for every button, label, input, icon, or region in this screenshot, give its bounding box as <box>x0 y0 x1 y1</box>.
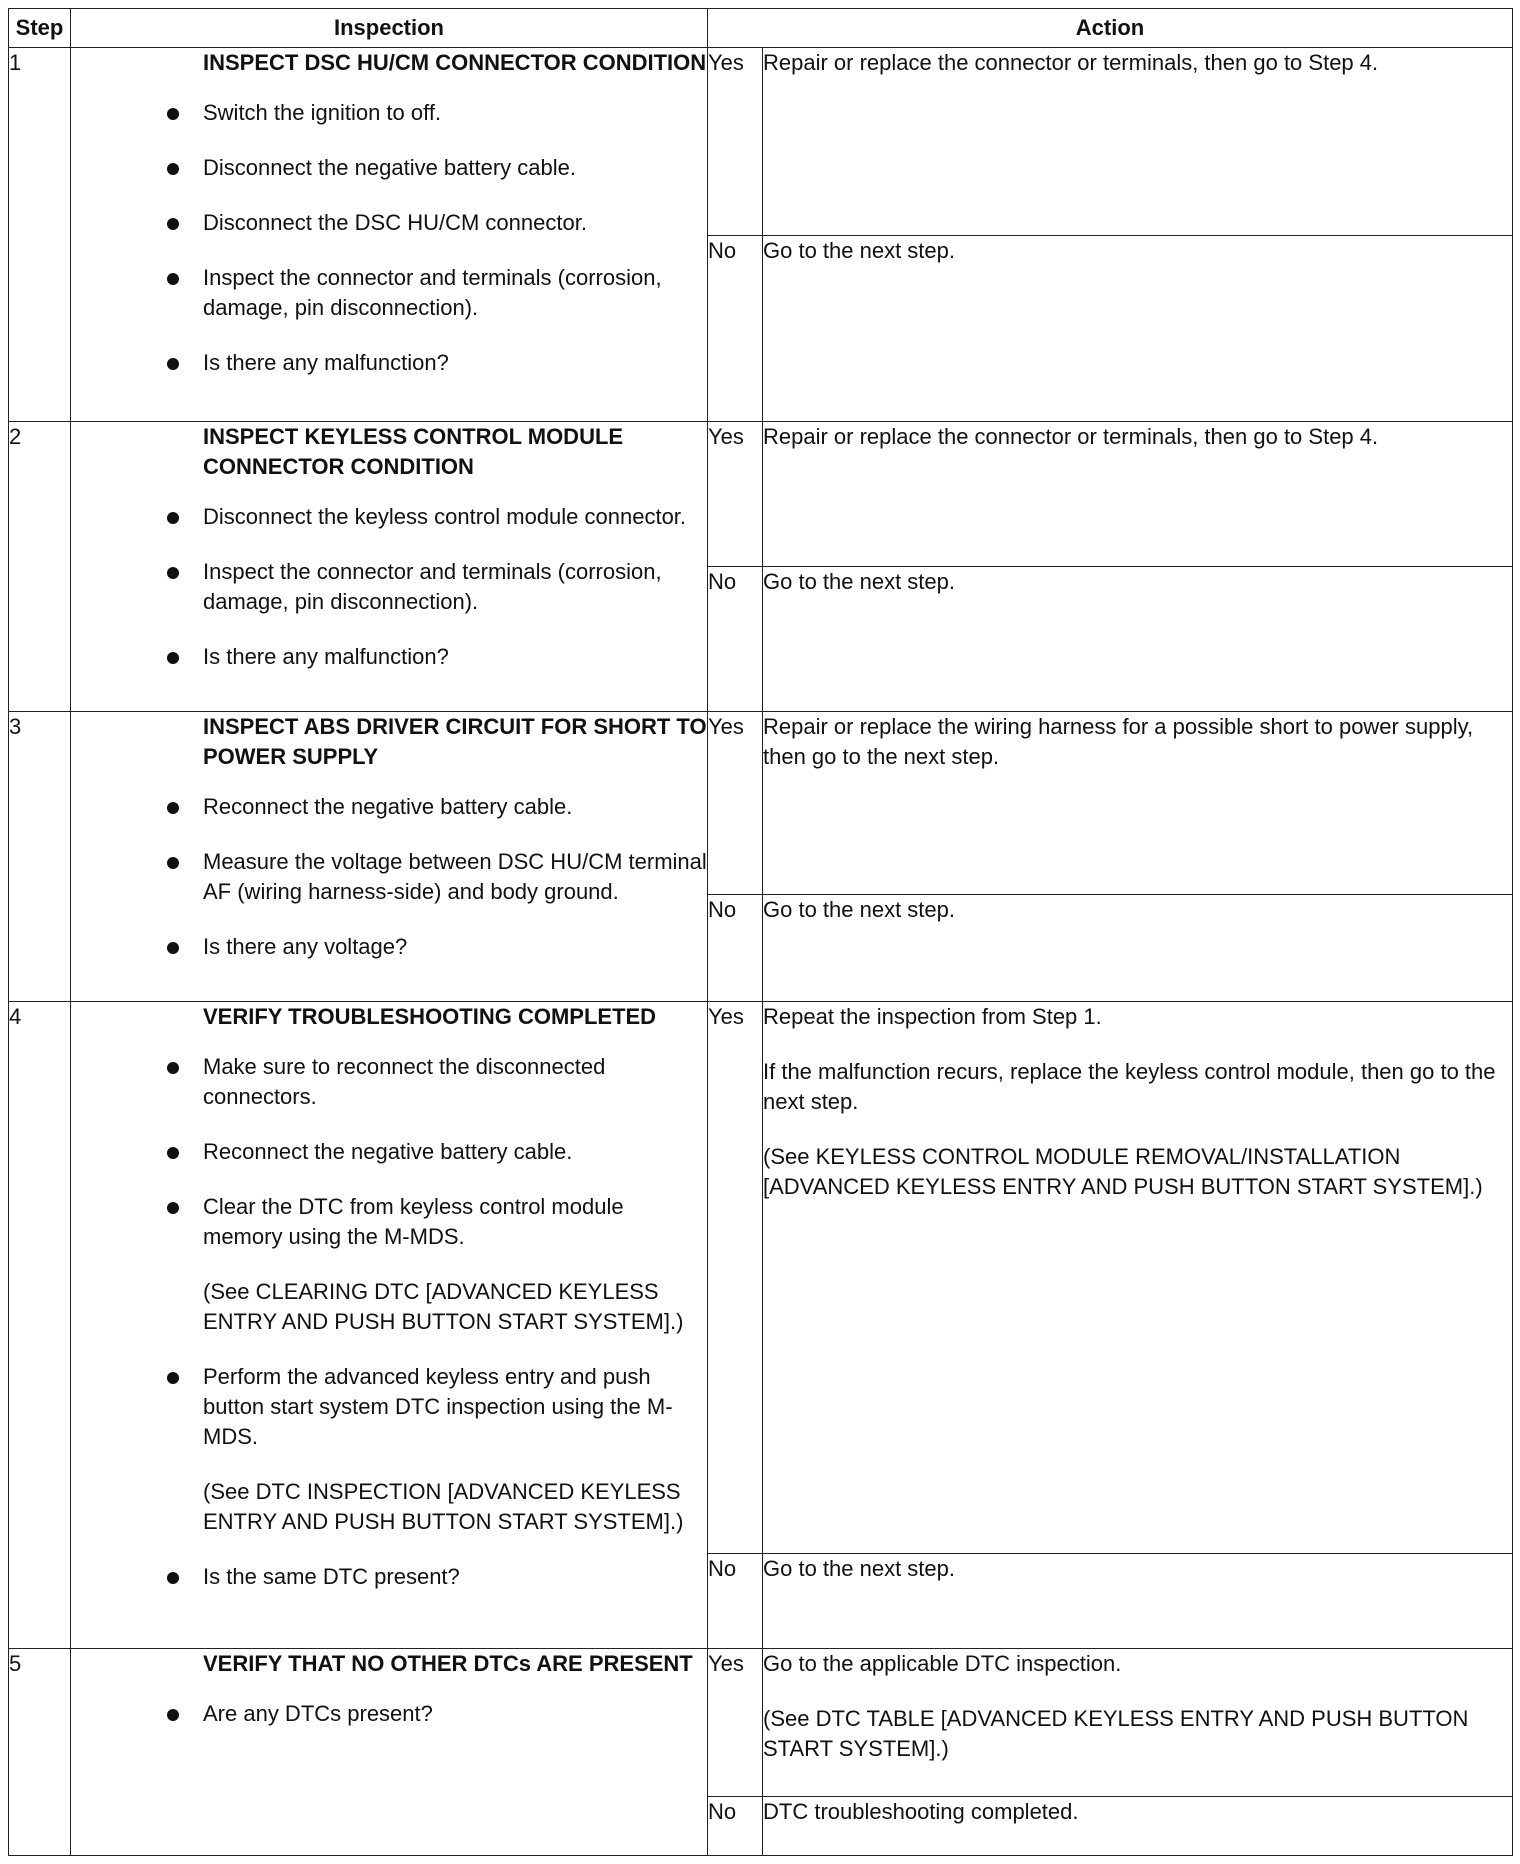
inspection-bullets <box>71 1052 707 1592</box>
header-step: Step <box>9 9 71 48</box>
bullet-icon <box>167 358 179 370</box>
step-number: 5 <box>9 1648 71 1855</box>
step-number: 3 <box>9 711 71 1001</box>
bullet-text: Switch the ignition to off. <box>203 100 442 125</box>
action-text: Go to the next step. <box>763 568 956 594</box>
action-text: Repair or replace the connector or terminals, then go to Step 4. <box>763 50 1379 75</box>
inspection-cell <box>71 1648 708 1855</box>
inspection-bullets <box>71 792 707 962</box>
list-item <box>71 1699 707 1729</box>
yes-label: Yes <box>708 1001 763 1553</box>
no-label: No <box>708 1797 763 1856</box>
yes-action <box>763 421 1513 566</box>
action-text: DTC troubleshooting completed. <box>763 1799 1079 1825</box>
no-action <box>763 1554 1513 1649</box>
yes-label: Yes <box>708 1648 763 1796</box>
troubleshooting-table <box>8 8 1513 1856</box>
list-item <box>71 1052 707 1112</box>
bullet-icon <box>167 652 179 664</box>
bullet-icon <box>167 1147 179 1159</box>
list-item <box>71 642 707 672</box>
step-number: 2 <box>9 421 71 711</box>
action-text: Repair or replace the connector or terminals, then go to Step 4. <box>763 423 1379 449</box>
action-text: Go to the applicable DTC inspection. <box>763 1650 1122 1676</box>
bullet-text: Reconnect the negative battery cable. <box>203 1138 573 1164</box>
bullet-text: Disconnect the negative battery cable. <box>203 155 577 180</box>
action-text: Go to the next step. <box>763 237 956 263</box>
bullet-icon <box>167 942 179 954</box>
bullet-icon <box>167 218 179 230</box>
bullet-icon <box>167 1709 179 1721</box>
action-text: Go to the next step. <box>763 1556 956 1582</box>
no-label: No <box>708 235 763 421</box>
bullet-icon <box>167 802 179 814</box>
bullet-icon <box>167 1202 179 1214</box>
no-action <box>763 895 1513 1002</box>
list-item <box>71 263 707 323</box>
list-item <box>71 932 707 962</box>
bullet-text: Inspect the connector and terminals (corrosion, damage, pin disconnection). <box>203 558 662 614</box>
yes-label: Yes <box>708 711 763 894</box>
bullet-icon <box>167 273 179 285</box>
bullet-icon <box>167 857 179 869</box>
bullet-text: Is there any malfunction? <box>203 643 449 669</box>
yes-action <box>763 1648 1513 1796</box>
bullet-text: Measure the voltage between DSC HU/CM terminal AF (wiring harness-side) and body ground. <box>203 848 707 904</box>
yes-action <box>763 711 1513 894</box>
action-text: (See KEYLESS CONTROL MODULE REMOVAL/INSTALLATION [ADVANCED KEYLESS ENTRY AND PUSH BUTTON START SYSTEM].) <box>763 1143 1483 1199</box>
action-text: Repeat the inspection from Step 1. <box>763 1003 1102 1029</box>
bullet-icon <box>167 108 179 120</box>
bullet-text: Is there any voltage? <box>203 933 408 959</box>
bullet-text: Perform the advanced keyless entry and push button start system DTC inspection using the M-MDS. <box>203 1363 673 1449</box>
action-text: Repair or replace the wiring harness for a possible short to power supply, then go to the next step. <box>763 713 1474 769</box>
no-action <box>763 235 1513 421</box>
yes-action <box>763 48 1513 236</box>
yes-label: Yes <box>708 48 763 236</box>
table-row <box>9 711 1513 894</box>
no-label: No <box>708 566 763 711</box>
inspection-title: INSPECT DSC HU/CM CONNECTOR CONDITION <box>203 50 707 75</box>
bullet-text: Inspect the connector and terminals (corrosion, damage, pin disconnection). <box>203 265 662 320</box>
inspection-title: VERIFY TROUBLESHOOTING COMPLETED <box>203 1003 657 1029</box>
list-item <box>71 502 707 532</box>
list-item <box>71 208 707 238</box>
inspection-cell <box>71 48 708 422</box>
inspection-cell <box>71 1001 708 1648</box>
header-inspection: Inspection <box>71 9 708 48</box>
bullet-text: Clear the DTC from keyless control module memory using the M-MDS. <box>203 1193 624 1249</box>
bullet-icon <box>167 1372 179 1384</box>
list-item <box>71 153 707 183</box>
step-rows <box>9 48 1513 1856</box>
table-row <box>9 1001 1513 1553</box>
action-text: If the malfunction recurs, replace the keyless control module, then go to the next step. <box>763 1058 1496 1114</box>
bullet-text: Reconnect the negative battery cable. <box>203 793 573 819</box>
inspection-bullets <box>71 1699 707 1729</box>
header-action: Action <box>708 9 1513 48</box>
inspection-title: INSPECT KEYLESS CONTROL MODULE CONNECTOR CONDITION <box>203 423 624 479</box>
inspection-title: VERIFY THAT NO OTHER DTCs ARE PRESENT <box>203 1650 693 1676</box>
list-item <box>71 1137 707 1167</box>
table-row <box>9 48 1513 236</box>
no-action <box>763 566 1513 711</box>
bullet-text: Are any DTCs present? <box>203 1700 433 1726</box>
list-item <box>71 98 707 128</box>
yes-action <box>763 1001 1513 1553</box>
inspection-cell <box>71 421 708 711</box>
table-row <box>9 421 1513 566</box>
bullet-icon <box>167 567 179 579</box>
table-row <box>9 1648 1513 1796</box>
bullet-icon <box>167 512 179 524</box>
step-number: 1 <box>9 48 71 422</box>
inspection-bullets <box>71 98 707 378</box>
no-label: No <box>708 1554 763 1649</box>
action-text: (See DTC TABLE [ADVANCED KEYLESS ENTRY AND PUSH BUTTON START SYSTEM].) <box>763 1705 1469 1761</box>
reference-note: (See DTC INSPECTION [ADVANCED KEYLESS ENTRY AND PUSH BUTTON START SYSTEM].) <box>203 1478 684 1534</box>
inspection-bullets <box>71 502 707 672</box>
no-label: No <box>708 895 763 1002</box>
list-item <box>71 1362 707 1537</box>
bullet-icon <box>167 1062 179 1074</box>
bullet-text: Is there any malfunction? <box>203 350 449 375</box>
step-number: 4 <box>9 1001 71 1648</box>
list-item <box>71 348 707 378</box>
inspection-title: INSPECT ABS DRIVER CIRCUIT FOR SHORT TO POWER SUPPLY <box>203 713 707 769</box>
bullet-icon <box>167 1572 179 1584</box>
header-row <box>9 9 1513 48</box>
reference-note: (See CLEARING DTC [ADVANCED KEYLESS ENTRY AND PUSH BUTTON START SYSTEM].) <box>203 1278 684 1334</box>
list-item <box>71 1192 707 1337</box>
action-text: Go to the next step. <box>763 897 956 923</box>
bullet-text: Is the same DTC present? <box>203 1563 460 1589</box>
bullet-text: Disconnect the DSC HU/CM connector. <box>203 210 587 235</box>
yes-label: Yes <box>708 421 763 566</box>
bullet-icon <box>167 163 179 175</box>
bullet-text: Disconnect the keyless control module connector. <box>203 503 687 529</box>
list-item <box>71 557 707 617</box>
no-action <box>763 1797 1513 1856</box>
list-item <box>71 1562 707 1592</box>
list-item <box>71 847 707 907</box>
inspection-cell <box>71 711 708 1001</box>
list-item <box>71 792 707 822</box>
bullet-text: Make sure to reconnect the disconnected connectors. <box>203 1053 606 1109</box>
